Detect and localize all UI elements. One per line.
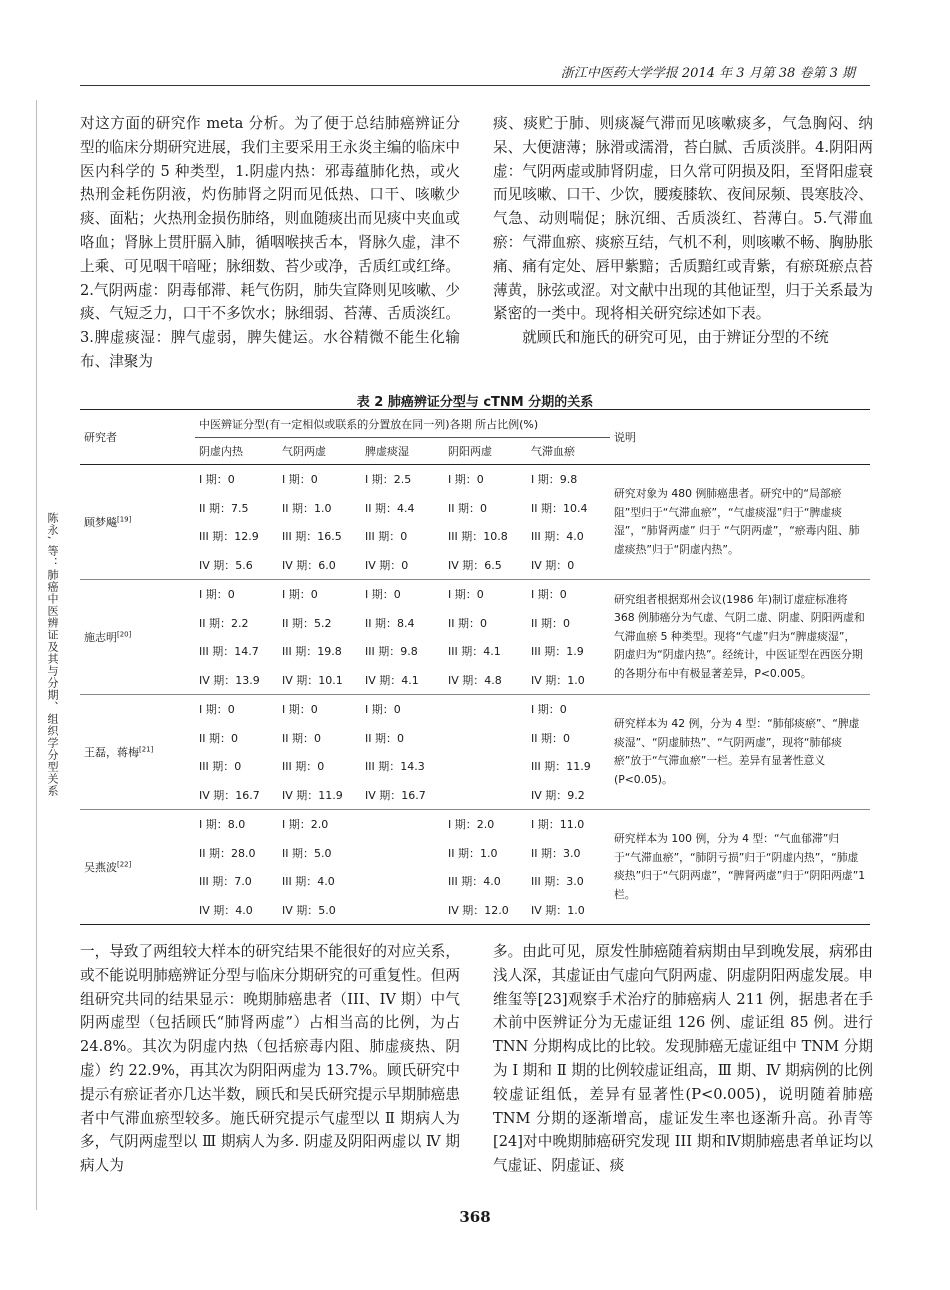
table-cell: II 期：5.0 — [282, 846, 332, 860]
left-column-bottom — [80, 940, 460, 1178]
table-cell: I 期：0 — [278, 580, 361, 609]
table-cell: II 期：0 — [531, 616, 570, 630]
table-cell: IV 期：9.2 — [531, 788, 585, 802]
table-cell: II 期：7.5 — [199, 501, 249, 515]
table-cell: I 期：0 — [195, 695, 278, 724]
table-cell: III 期：3.0 — [531, 875, 584, 889]
table-cell — [444, 781, 527, 810]
researcher-name: 施志明[20] — [80, 580, 195, 695]
table-cell: II 期：5.2 — [282, 616, 332, 630]
table-cell: III 期：12.9 — [199, 530, 259, 544]
table-cell: I 期：0 — [527, 695, 610, 724]
table-cell: IV 期：16.7 — [199, 788, 260, 802]
paragraph: 对这方面的研究作 meta 分析。为了便于总结肺癌辨证分型的临床分期研究进展，我们主要采用王永炎主编的临床中医内科学的 5 种类型，1.阴虚内热：邪毒蕴肺化热，或火热刑金耗伤阴液，灼伤肺肾之阴而见低热、口干、咳嗽少痰、面粘；火热刑金损伤肺络，则血随痰出而见痰中夹血或咯血；肾脉上贯肝膈入肺，循咽喉挟舌本，肾脉久虚，津不上乘、可见咽干喑哑；脉细数、苔少或净，舌质红或红绛。2.气阴两虚：阴毒郁滞、耗气伤阴，肺失宣降则见咳嗽、少痰、气短乏力，口干不多饮水；脉细弱、苔薄、舌质淡红。3.脾虚痰湿：脾气虚弱，脾失健运。水谷精微不能生化输布、津聚为 — [80, 115, 460, 370]
table-note: 研究对象为 480 例肺癌患者。研究中的“局部瘀阻”型归于“气滞血瘀”，“气虚痰湿”归于“脾虚痰湿”，“肺肾两虚” 归于 “气阴两虚”，“瘀毒内阻、肺虚痰热”归于“阴虚内热”。 — [614, 487, 860, 556]
table-cell — [444, 695, 527, 724]
table-cell: I 期：9.8 — [531, 473, 578, 487]
table-cell: III 期：0 — [199, 760, 242, 774]
table-cell: III 期：4.1 — [448, 645, 501, 659]
table-cell: II 期：3.0 — [531, 846, 581, 860]
paragraph: 一，导致了两组较大样本的研究结果不能很好的对应关系，或不能说明肺癌辨证分型与临床分期研究的可重复性。但两组研究共同的结果显示：晚期肺癌患者（III、IV 期）中气阴两虚型（包括顾氏“肺肾两虚”）占相当高的比例，为占 24.8%。其次为阴虚内热（包括瘀毒内阻、肺虚痰热、阴虚）约 22.9%，再其次为阴阳两虚为 13.7%。顾氏研究中提示有瘀证者亦几达半数，顾氏和吴氏研究提示早期肺癌患者中气滞血瘀型较多。施氏研究提示气虚型以 Ⅱ 期病人为多，气阴两虚型以 Ⅲ 期病人为多. 阴虚及阴阳两虚以 Ⅳ 期病人为 — [80, 943, 460, 1175]
table-cell: I 期：0 — [444, 580, 527, 609]
table-cell: III 期：16.5 — [282, 530, 342, 544]
researcher-name: 王磊，蒋梅[21] — [80, 695, 195, 810]
researcher-name: 吴燕波[22] — [80, 810, 195, 925]
right-column-top — [493, 112, 873, 350]
paragraph: 痰、痰贮于肺、则痰凝气滞而见咳嗽痰多，气急胸闷、纳呆、大便溏薄；脉滑或濡滑，苔白腻、舌质淡胖。4.阴阳两虚：气阴两虚或肺肾阴虚，日久常可阴损及阳，至肾阳虚衰而见咳嗽、口干、少饮，腰痠膝软、夜间尿频、畏寒肢冷、气急、动则喘促；脉沉细、舌质淡红、苔薄白。5.气滞血瘀：气滞血瘀、痰瘀互结，气机不利，则咳嗽不畅、胸胁胀痛、痛有定处、唇甲紫黯；舌质黯红或青紫，有瘀斑瘀点苔薄黄，脉弦或涩。对文献中出现的其他证型，归于关系最为紧密的一类中。现将相关研究综述如下表。 — [493, 115, 873, 323]
table-cell: IV 期：13.9 — [199, 673, 260, 687]
table-cell: III 期：11.9 — [531, 760, 591, 774]
table-cell: IV 期：6.0 — [282, 558, 336, 572]
table-cell: III 期：4.0 — [282, 875, 335, 889]
data-table — [80, 409, 870, 925]
table-cell: II 期：0 — [365, 731, 404, 745]
table-cell: III 期：1.9 — [531, 645, 584, 659]
table-cell: IV 期：5.6 — [199, 558, 253, 572]
paragraph: 多。由此可见，原发性肺癌随着病期由早到晚发展，病邪由浅人深，其虚证由气虚向气阴两虚、阴虚阴阳两虚发展。申维玺等[23]观察手术治疗的肺癌病人 211 例，据患者在手术前中医辨证分为无虚证组 126 例、虚证组 85 例。进行 TNN 分期构成比的比较。发现肺癌无虚证组中 TNM 分期为 I 期和 Ⅱ 期的比例较虚证组高，Ⅲ 期、Ⅳ 期病例的比例较虚证组低，差异有显著性(P<0.005)，说明随着肺癌 TNM 分期的逐渐增高，虚证发生率也逐渐升高。孙青等[24]对中晚期肺癌研究发现 III 期和Ⅳ期肺癌患者单证均以气虚证、阴虚证、痰 — [493, 943, 873, 1175]
table-note: 研究组者根据郑州会议(1986 年)制订虚症标准将 368 例肺癌分为气虚、气阴二虚、阴虚、阴阳两虚和气滞血瘀 5 种类型。现将“气虚”归为“脾虚痰湿”，阴虚归为“阴虚内热”。经统计，中医证型在西医分期的各期分布中有极显著差异，P<0.005。 — [610, 580, 870, 695]
table-cell: II 期：4.4 — [365, 501, 415, 515]
table-cell: IV 期：11.9 — [282, 788, 343, 802]
researcher-name: 顾梦飚[19] — [84, 515, 132, 529]
table-cell: I 期：11.0 — [527, 810, 610, 839]
table-cell: IV 期：5.0 — [278, 896, 361, 925]
table-cell: I 期：0 — [361, 580, 444, 609]
table-cell: II 期：1.0 — [448, 846, 498, 860]
table-note: 研究样本为 100 例，分为 4 型：“气血郁滞”归于“气滞血瘀”，“肺阴亏损”归于“阴虚内热”，“肺虚痰热”归于“气阴两虚”，“脾肾两虚”归于“阴阳两虚”1 栏。 — [610, 810, 870, 925]
table-cell: I 期：0 — [195, 580, 278, 609]
page-number: 368 — [459, 1208, 491, 1226]
type-header: 气滞血瘀 — [527, 438, 610, 465]
sidebar-rule — [36, 100, 37, 1210]
left-column-top — [80, 112, 460, 374]
table-cell: IV 期：0 — [531, 558, 575, 572]
table-cell: II 期：0 — [282, 731, 321, 745]
table-cell: III 期：0 — [365, 530, 408, 544]
table-cell: III 期：19.8 — [282, 645, 342, 659]
table-cell: II 期：10.4 — [531, 501, 588, 515]
type-header: 脾虚痰湿 — [361, 438, 444, 465]
journal-header: 浙江中医药大学学报 2014 年 3 月第 38 卷第 3 期 — [560, 66, 855, 81]
table-cell: IV 期：4.0 — [195, 896, 278, 925]
table-cell: I 期：0 — [448, 473, 484, 487]
table-cell: IV 期：10.1 — [282, 673, 343, 687]
table-cell: III 期：14.3 — [365, 760, 425, 774]
table-cell — [361, 867, 444, 896]
table-cell: II 期：1.0 — [282, 501, 332, 515]
table-cell: IV 期：6.5 — [448, 558, 502, 572]
table-cell — [361, 896, 444, 925]
table-cell — [361, 810, 444, 839]
table-cell: II 期：0 — [448, 616, 487, 630]
table-note: 研究样本为 42 例，分为 4 型：“肺郁痰瘀”、“脾虚痰湿”、“阴虚肺热”、“气阴两虚”，现将“肺郁痰瘀”放于“气滞血瘀”一栏。差异有显著性意义(P<0.05)。 — [610, 695, 870, 810]
table-cell: II 期：8.4 — [365, 616, 415, 630]
table-cell: II 期：28.0 — [199, 846, 256, 860]
type-header: 阴虚内热 — [195, 438, 278, 465]
header-researcher: 研究者 — [80, 410, 195, 465]
header-rule — [80, 85, 870, 86]
table-cell: I 期：0 — [527, 580, 610, 609]
table-cell: IV 期：16.7 — [365, 788, 426, 802]
table-cell: I 期：0 — [199, 473, 235, 487]
table-cell: I 期：0 — [282, 473, 318, 487]
table-cell: I 期：8.0 — [195, 810, 278, 839]
table-cell: IV 期：12.0 — [444, 896, 527, 925]
table-caption: 表 2 肺癌辨证分型与 cTNM 分期的关系 — [356, 395, 594, 410]
table-cell: IV 期：4.8 — [448, 673, 502, 687]
table-cell: I 期：2.0 — [444, 810, 527, 839]
header-group: 中医辨证分型(有一定相似或联系的分置放在同一列)各期 所占比例(%) — [195, 410, 610, 438]
table-cell: IV 期：1.0 — [531, 673, 585, 687]
right-column-bottom — [493, 940, 873, 1178]
table-cell — [444, 724, 527, 753]
paragraph: 就顾氏和施氏的研究可见，由于辨证分型的不统 — [522, 329, 829, 347]
header-note: 说明 — [610, 410, 870, 465]
running-title: 陈永, 等：肺癌中医辨证及其与分期、组织学分型关系 — [46, 512, 59, 797]
table-cell: III 期：7.0 — [199, 875, 252, 889]
table-cell: IV 期：1.0 — [527, 896, 610, 925]
table-cell: III 期：4.0 — [531, 530, 584, 544]
table-cell: III 期：9.8 — [365, 645, 418, 659]
table-cell — [444, 752, 527, 781]
table-cell: II 期：0 — [531, 731, 570, 745]
table-cell: I 期：2.0 — [278, 810, 361, 839]
table-cell: I 期：0 — [278, 695, 361, 724]
type-header: 气阴两虚 — [278, 438, 361, 465]
table-cell: III 期：10.8 — [448, 530, 508, 544]
table-cell: III 期：0 — [282, 760, 325, 774]
table-cell: I 期：2.5 — [365, 473, 412, 487]
table-cell: II 期：2.2 — [199, 616, 249, 630]
table-cell: III 期：4.0 — [448, 875, 501, 889]
table-cell: III 期：14.7 — [199, 645, 259, 659]
type-header: 阴阳两虚 — [444, 438, 527, 465]
table-cell: II 期：0 — [448, 501, 487, 515]
table-cell: IV 期：0 — [365, 558, 409, 572]
table-cell — [361, 839, 444, 868]
table-cell: IV 期：4.1 — [365, 673, 419, 687]
table-cell: II 期：0 — [199, 731, 238, 745]
table-cell: I 期：0 — [361, 695, 444, 724]
